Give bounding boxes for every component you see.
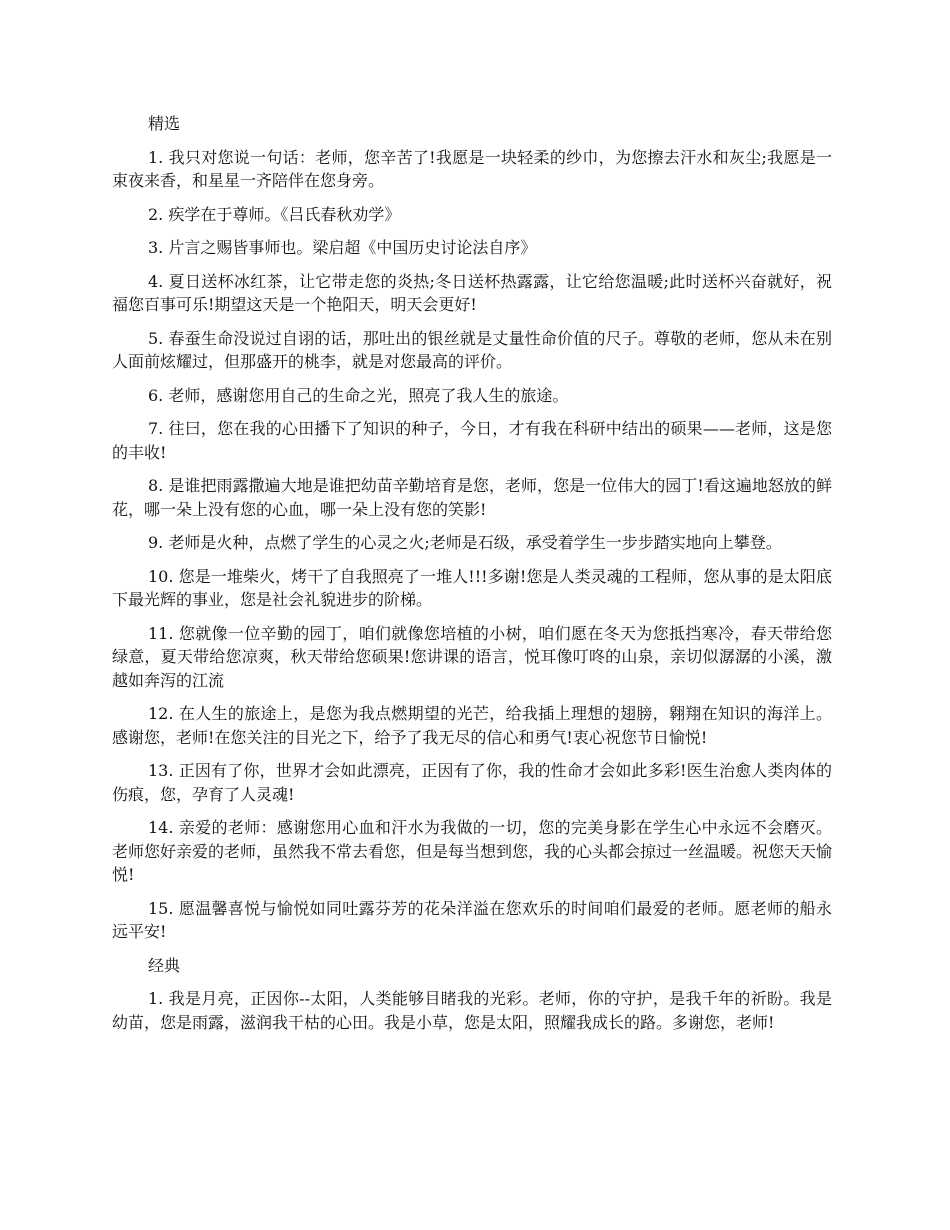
section-jingxuan: [112, 112, 832, 944]
section-title: 精选: [148, 114, 181, 133]
list-item: 10. 您是一堆柴火，烤干了自我照亮了一堆人!!!多谢!您是人类灵魂的工程师，您从事的是太阳底下最光辉的事业，您是社会礼貌进步的阶梯。: [112, 566, 832, 609]
document-page: [112, 112, 832, 1044]
list-item: 8. 是谁把雨露撒遍大地是谁把幼苗辛勤培育是您，老师，您是一位伟大的园丁!看这遍地怒放的鲜花，哪一朵上没有您的心血，哪一朵上没有您的笑影!: [112, 476, 832, 519]
list-item: 3. 片言之赐皆事师也。梁启超《中国历史讨论法自序》: [148, 238, 537, 257]
list-item: 12. 在人生的旅途上，是您为我点燃期望的光芒，给我插上理想的翅膀，翱翔在知识的海洋上。感谢您，老师!在您关注的目光之下，给予了我无尽的信心和勇气!衷心祝您节日愉悦!: [112, 704, 832, 747]
list-item: 9. 老师是火种，点燃了学生的心灵之火;老师是石级，承受着学生一步步踏实地向上攀登。: [148, 533, 782, 552]
list-item: 5. 春蚕生命没说过自诩的话，那吐出的银丝就是丈量性命价值的尺子。尊敬的老师，您从未在别人面前炫耀过，但那盛开的桃李，就是对您最高的评价。: [112, 328, 832, 371]
list-item: 2. 疾学在于尊师。《吕氏春秋劝学》: [148, 204, 401, 224]
list-item: 1. 我只对您说一句话：老师，您辛苦了!我愿是一块轻柔的纱巾，为您擦去汗水和灰尘;我愿是一束夜来香，和星星一齐陪伴在您身旁。: [112, 147, 832, 190]
list-item: 11. 您就像一位辛勤的园丁，咱们就像您培植的小树，咱们愿在冬天为您抵挡寒冷，春天带给您绿意，夏天带给您凉爽，秋天带给您硕果!您讲课的语言，悦耳像叮咚的山泉，亲切似潺潺的小溪，激越如奔泻的江流: [112, 623, 832, 690]
list-item: 1. 我是月亮，正因你--太阳，人类能够目睹我的光彩。老师，你的守护，是我千年的祈盼。我是幼苗，您是雨露，滋润我干枯的心田。我是小草，您是太阳，照耀我成长的路。多谢您，老师!: [112, 989, 832, 1032]
list-item: 13. 正因有了你，世界才会如此漂亮，正因有了你，我的性命才会如此多彩!医生治愈人类肉体的伤痕，您，孕育了人灵魂!: [112, 761, 832, 804]
section-jingdian: [112, 954, 832, 1035]
list-item: 6. 老师，感谢您用自己的生命之光，照亮了我人生的旅途。: [148, 385, 569, 405]
list-item: 15. 愿温馨喜悦与愉悦如同吐露芬芳的花朵洋溢在您欢乐的时间咱们最爱的老师。愿老师的船永远平安!: [112, 898, 832, 941]
list-item: 14. 亲爱的老师：感谢您用心血和汗水为我做的一切，您的完美身影在学生心中永远不会磨灭。老师您好亲爱的老师，虽然我不常去看您，但是每当想到您，我的心头都会掠过一丝温暖。祝您天天愉悦!: [112, 818, 833, 884]
list-item: 4. 夏日送杯冰红茶，让它带走您的炎热;冬日送杯热露露，让它给您温暖;此时送杯兴奋就好，祝福您百事可乐!期望这天是一个艳阳天，明天会更好!: [112, 271, 832, 314]
list-item: 7. 往曰，您在我的心田播下了知识的种子，今日，才有我在科研中结出的硕果——老师，这是您的丰收!: [112, 419, 832, 462]
section-title: 经典: [148, 955, 181, 975]
